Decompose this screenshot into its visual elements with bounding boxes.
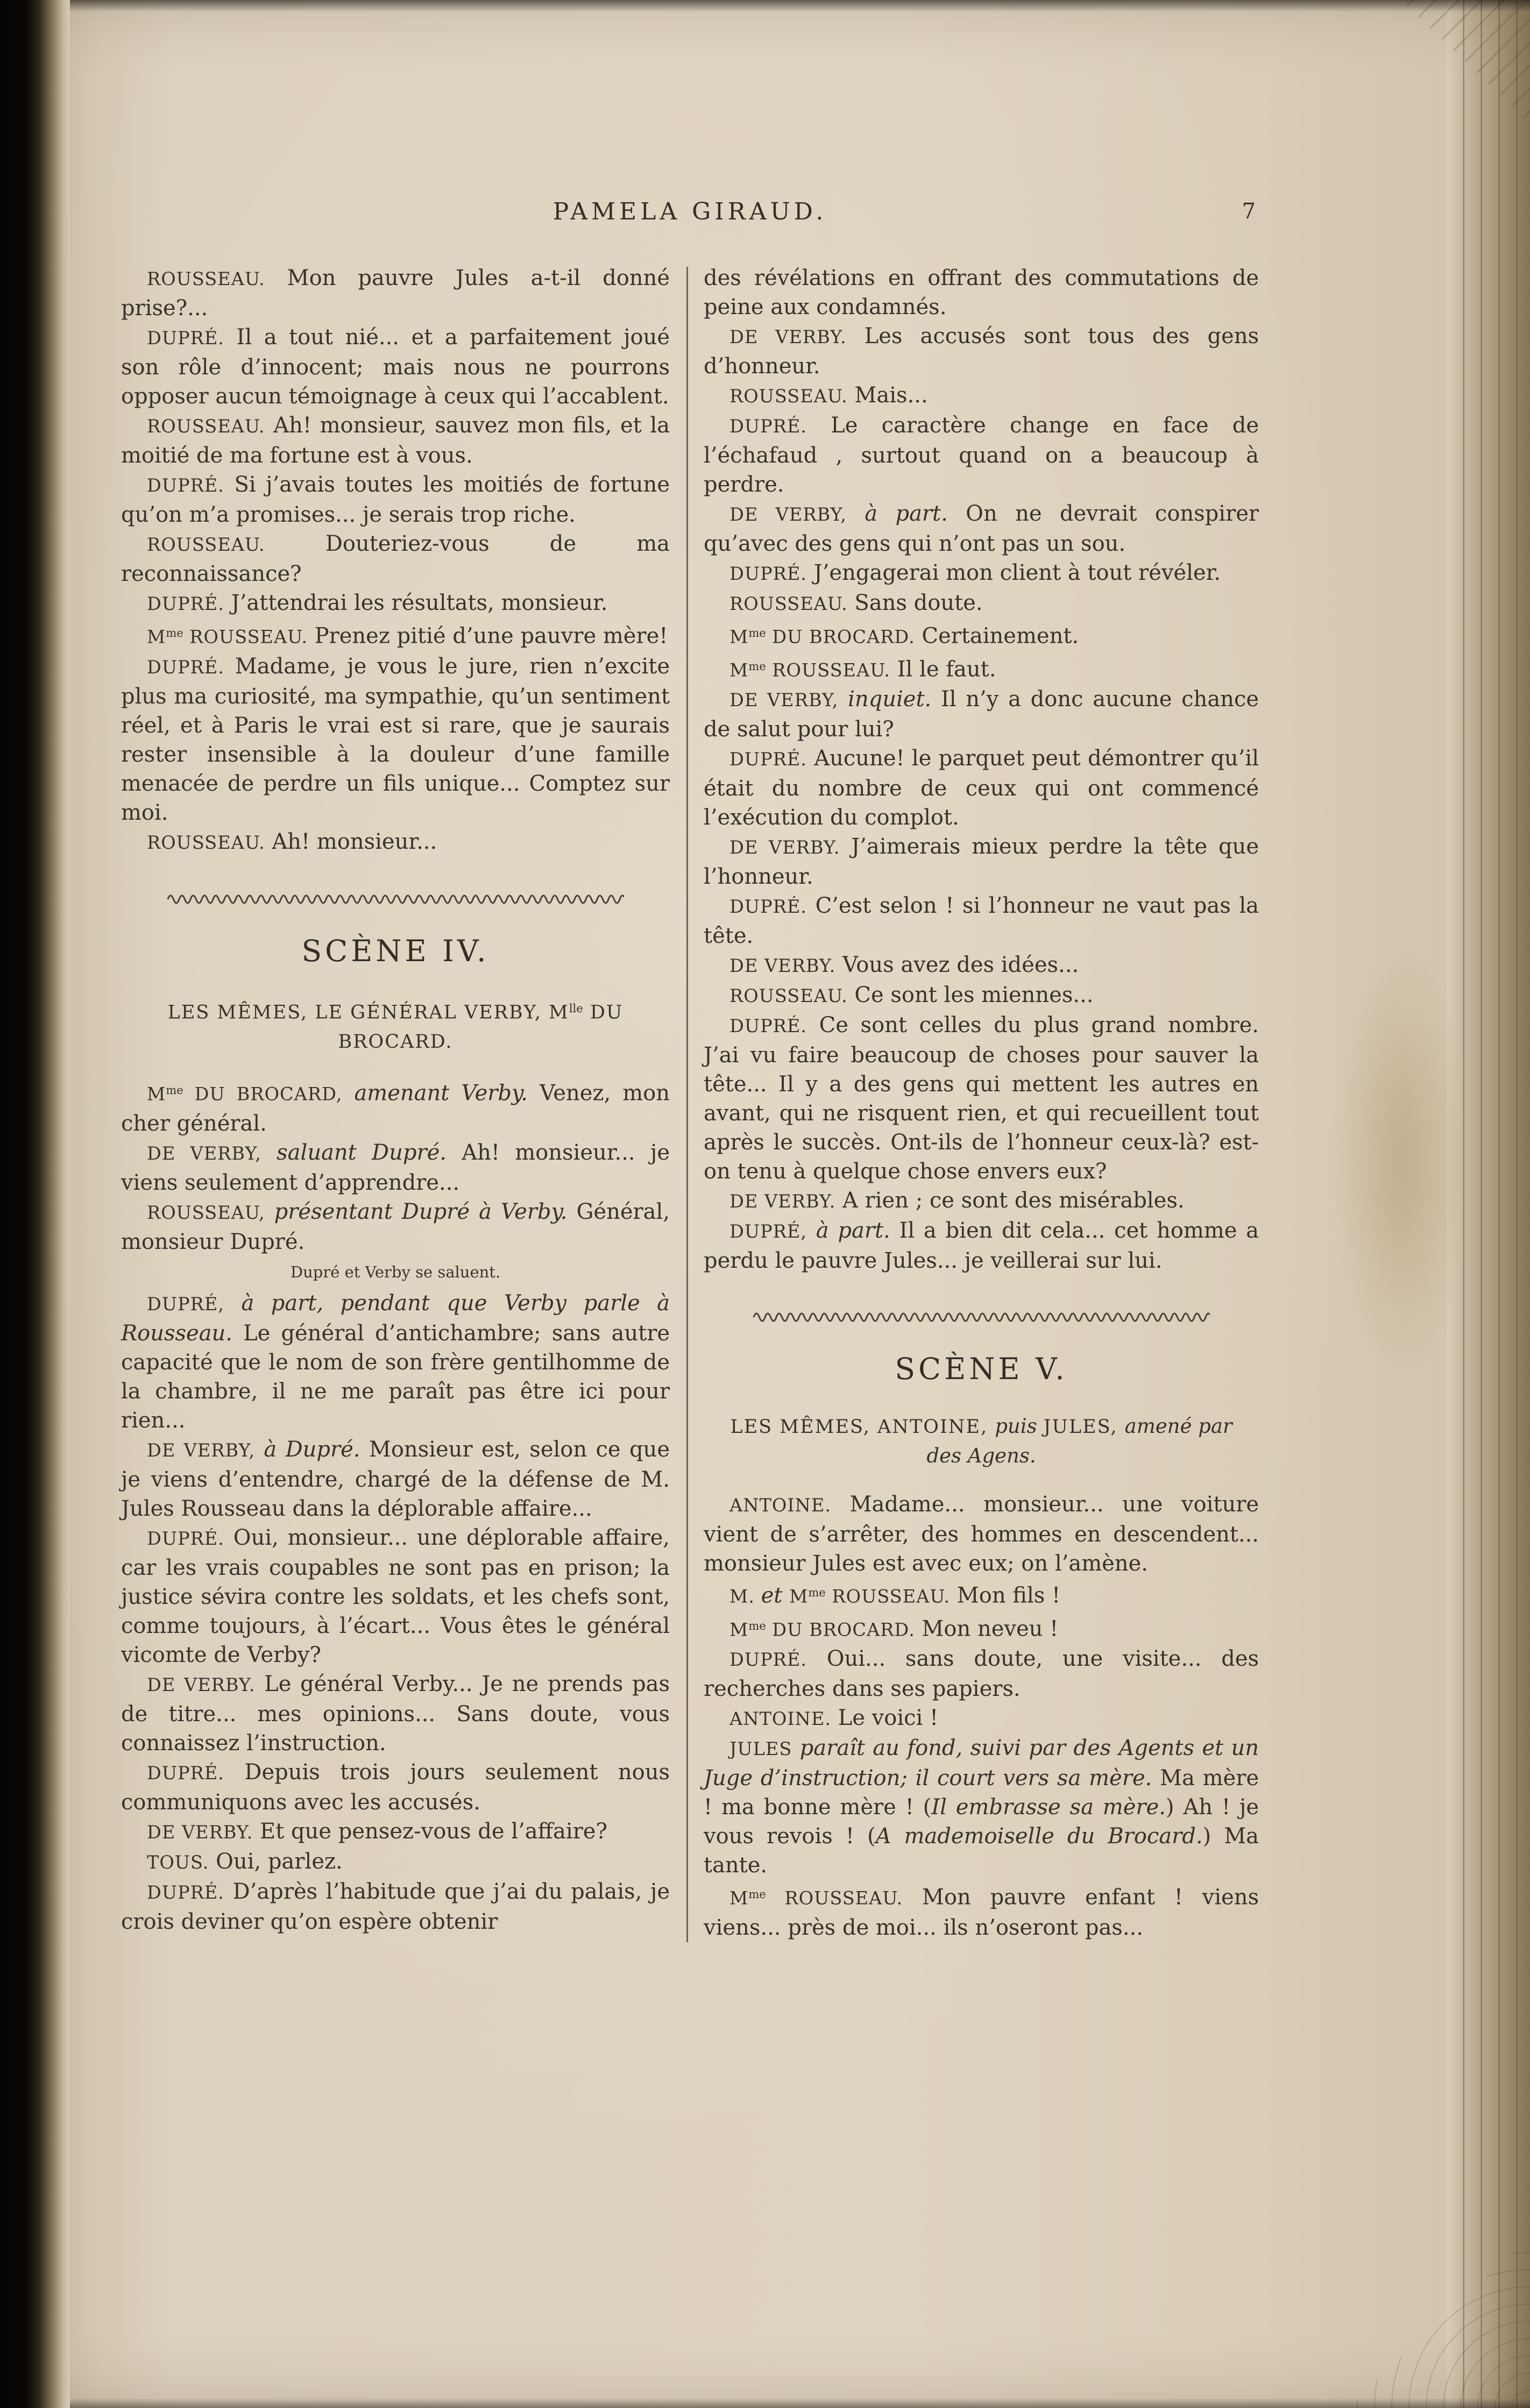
squiggle-divider — [704, 1310, 1259, 1325]
text-segment: Monsieur est, selon ce que je viens d’entendre, chargé de la défense de M. Jules Rousseau dans la déplorable affaire... — [121, 1437, 670, 1521]
text-segment: Les accusés sont tous des gens d’honneur. — [704, 324, 1259, 379]
text-segment: Le général d’antichambre; sans autre capacité que le nom de son frère gentilhomme de la chambre, il ne me paraît pas être ici pour rien... — [121, 1320, 670, 1433]
text-segment: Ma mère ! ma bonne mère ! ( — [704, 1766, 1259, 1820]
text-segment: Ce sont les miennes... — [847, 983, 1094, 1008]
dialogue-paragraph — [704, 1186, 1259, 1216]
text-segment: ROUSSEAU. — [825, 1586, 951, 1607]
text-segment: DE VERBY, — [729, 690, 839, 711]
text-segment: Prenez pitié d’une pauvre mère! — [308, 623, 668, 649]
text-segment: DUPRÉ, — [147, 1293, 224, 1315]
scene-cast — [137, 994, 654, 1057]
text-segment: DUPRÉ. — [147, 1528, 224, 1549]
text-segment: me — [748, 1619, 766, 1632]
text-segment: Venez, mon cher général. — [121, 1081, 670, 1136]
dialogue-paragraph — [121, 1817, 670, 1847]
dialogue-paragraph — [704, 264, 1259, 322]
text-segment: Général, monsieur Dupré. — [121, 1199, 670, 1254]
text-segment: ROUSSEAU. — [729, 386, 848, 407]
dialogue-paragraph — [121, 652, 670, 827]
right-column — [704, 264, 1259, 1942]
text-segment: me — [808, 1586, 826, 1600]
dialogue-paragraph — [121, 1523, 670, 1670]
text-segment: me — [748, 659, 766, 673]
dialogue-paragraph — [121, 264, 670, 323]
text-segment: DU BROCARD. — [766, 626, 915, 648]
text-segment: ) Ah ! je vous revois ! ( — [704, 1795, 1259, 1849]
scene-heading: SCÈNE IV. — [301, 933, 490, 968]
text-segment: M — [729, 1619, 749, 1640]
text-segment: DUPRÉ, — [729, 1221, 807, 1242]
dialogue-paragraph — [704, 1703, 1259, 1734]
text-segment: ROUSSEAU. — [766, 1887, 903, 1909]
book-spine-shadow — [0, 0, 70, 2408]
dialogue-paragraph — [121, 470, 670, 529]
text-segment: DUPRÉ. — [729, 749, 807, 770]
text-segment: Il a bien dit cela... cet homme a perdu le pauvre Jules... je veillerai sur lui. — [704, 1218, 1259, 1274]
text-segment: DUPRÉ. — [147, 328, 224, 349]
text-segment: ROUSSEAU. — [183, 626, 308, 648]
top-edge-shadow — [0, 0, 1530, 12]
dialogue-paragraph — [121, 588, 670, 619]
text-segment: DE VERBY, — [147, 1439, 255, 1461]
text-segment: J’attendrai les résultats, monsieur. — [224, 591, 608, 615]
text-segment: Le caractère change en face de l’échafaud , surtout quand on a beaucoup à perdre. — [704, 413, 1259, 497]
text-segment: à Dupré. — [254, 1437, 360, 1462]
text-segment: A mademoiselle du Brocard. — [875, 1824, 1203, 1849]
text-segment: M. — [729, 1586, 761, 1607]
dialogue-paragraph — [704, 558, 1259, 588]
squiggle-divider — [121, 892, 670, 907]
dialogue-paragraph — [704, 381, 1259, 411]
dialogue-paragraph — [704, 1880, 1259, 1942]
text-segment: Et que pensez-vous de l’affaire? — [253, 1819, 607, 1844]
text-segment: LES MÊMES, LE GÉNÉRAL VERBY, M — [167, 1001, 569, 1024]
text-segment: Depuis trois jours seulement nous communiquons avec les accusés. — [121, 1759, 670, 1815]
text-segment: ROUSSEAU. — [147, 534, 265, 555]
dialogue-paragraph — [121, 529, 670, 588]
text-segment: Mais... — [847, 383, 928, 408]
text-segment: Vous avez des idées... — [835, 953, 1079, 978]
text-segment: DUPRÉ. — [147, 656, 224, 678]
dialogue-paragraph — [704, 950, 1259, 981]
text-segment: DU BROCARD. — [766, 1619, 915, 1640]
text-segment: Mon pauvre enfant ! viens viens... près de moi... ils n’oseront pas... — [704, 1885, 1259, 1940]
text-segment: DUPRÉ. — [147, 1762, 224, 1784]
dialogue-paragraph — [121, 1435, 670, 1523]
dialogue-paragraph — [704, 832, 1259, 891]
text-segment: Madame... monsieur... une voiture vient de s’arrêter, des hommes en descendent... monsieur Jules est avec eux; on l’amène. — [704, 1492, 1259, 1576]
dialogue-paragraph — [121, 619, 670, 652]
text-segment: D’après l’habitude que j’ai du palais, je crois deviner qu’on espère obtenir — [121, 1879, 670, 1934]
text-segment: Ah! monsieur... — [265, 829, 437, 854]
text-segment: des révélations en offrant des commutations de peine aux condamnés. — [704, 266, 1259, 319]
text-segment: A rien ; ce sont des misérables. — [835, 1188, 1185, 1213]
text-segment: DE VERBY. — [729, 326, 847, 347]
dialogue-paragraph — [704, 1578, 1259, 1611]
dialogue-paragraph — [704, 744, 1259, 832]
text-segment: J’aimerais mieux perdre la tête que l’honneur. — [704, 834, 1259, 890]
text-segment: LES MÊMES, ANTOINE, — [730, 1416, 995, 1438]
wavy-rule-icon — [167, 892, 624, 905]
text-segment: Aucune! le parquet peut démontrer qu’il était du nombre de ceux qui ont commencé l’exécution du complot. — [704, 746, 1259, 830]
page-title: PAMELA GIRAUD. — [552, 198, 827, 225]
text-segment: ROUSSEAU. — [147, 416, 265, 437]
text-segment: DU BROCARD, — [183, 1083, 343, 1105]
text-segment: M — [729, 1887, 749, 1909]
text-segment: paraît au fond, suivi par des Agents et un Juge d’instruction; il court vers sa mère. — [704, 1736, 1259, 1791]
text-segment: me — [748, 627, 766, 640]
text-segment: ROUSSEAU. — [147, 268, 265, 289]
text-segment: ) Ma tante. — [704, 1824, 1259, 1878]
dialogue-paragraph — [704, 619, 1259, 652]
text-segment: amené par des Agens. — [926, 1415, 1232, 1468]
left-column — [121, 264, 670, 1942]
text-segment: Madame, je vous le jure, rien n’excite plus ma curiosité, ma sympathie, qu’un sentiment réel, et à Paris le vrai est si rare, que je saurais rester insensible à la douleur d’une famille menacée de perdre un fils unique... Comptez sur moi. — [121, 654, 670, 825]
text-segment: Mon fils ! — [950, 1583, 1061, 1608]
text-segment: amenant Verby. — [342, 1081, 528, 1106]
text-segment: M — [147, 626, 166, 648]
wavy-rule-icon — [753, 1310, 1210, 1323]
text-segment: Mon neveu ! — [915, 1616, 1059, 1642]
text-segment: DUPRÉ. — [147, 1881, 224, 1903]
text-segment: saluant Dupré. — [261, 1140, 447, 1165]
page-text-block — [121, 198, 1259, 1942]
text-segment: DE VERBY. — [729, 955, 836, 977]
scene-cast — [720, 1412, 1243, 1471]
text-segment: DUPRÉ. — [729, 563, 807, 584]
text-segment: me — [166, 627, 183, 640]
text-segment: et — [761, 1583, 790, 1608]
text-segment: Il embrasse sa mère. — [931, 1795, 1166, 1820]
text-segment: Ce sont celles du plus grand nombre. J’ai vu faire beaucoup de choses pour sauver la tête... Il y a des gens qui mettent les autres en avant, qui ne risquent rien, et qui recueillent tout après le succès. Ont-ils de l’honneur ceux-là? est-on tenu à quelque chose envers eux? — [704, 1013, 1259, 1184]
text-segment: DE VERBY. — [729, 837, 840, 858]
text-segment: TOUS. — [147, 1851, 209, 1873]
column-rule — [686, 267, 688, 1942]
dialogue-paragraph — [121, 1877, 670, 1936]
text-segment: M — [789, 1586, 809, 1607]
text-segment: Il a tout nié... et a parfaitement joué son rôle d’innocent; mais nous ne pourrons opposer aucun témoignage à ceux qui l’accablent. — [121, 325, 670, 409]
dialogue-paragraph — [704, 652, 1259, 685]
text-segment: ROUSSEAU. — [147, 832, 265, 853]
text-segment: On ne devrait conspirer qu’avec des gens qui n’ont pas un sou. — [704, 501, 1259, 556]
dialogue-paragraph — [704, 1216, 1259, 1275]
text-segment: lle — [569, 1001, 583, 1015]
text-segment: DUPRÉ. — [729, 416, 807, 437]
scene-heading: SCÈNE V. — [895, 1352, 1068, 1387]
dialogue-paragraph — [704, 1611, 1259, 1645]
dialogue-paragraph — [121, 1289, 670, 1435]
text-segment: Ah! monsieur... je viens seulement d’apprendre... — [121, 1140, 670, 1195]
text-segment: Douteriez-vous de ma reconnaissance? — [121, 531, 670, 586]
text-segment: JULES — [729, 1738, 792, 1760]
dialogue-paragraph — [704, 685, 1259, 744]
text-segment: présentant Dupré à Verby. — [265, 1199, 568, 1224]
text-segment: DUPRÉ. — [147, 475, 224, 496]
dialogue-paragraph — [704, 1644, 1259, 1703]
text-segment: Le général Verby... Je ne prends pas de titre... mes opinions... Sans doute, vous connaissez l’instruction. — [121, 1671, 670, 1756]
text-segment: puis — [995, 1415, 1044, 1438]
text-segment: DE VERBY. — [729, 1191, 836, 1212]
text-segment: M — [729, 626, 749, 648]
text-segment: me — [166, 1084, 183, 1097]
text-segment: me — [748, 1888, 766, 1901]
text-segment: Oui... sans doute, une visite... des recherches dans ses papiers. — [704, 1646, 1259, 1702]
dialogue-paragraph — [121, 411, 670, 470]
dialogue-paragraph — [704, 322, 1259, 381]
dialogue-paragraph — [704, 981, 1259, 1011]
dialogue-paragraph — [704, 588, 1259, 619]
text-segment: Si j’avais toutes les moitiés de fortune qu’on m’a promises... je serais trop riche. — [121, 472, 670, 527]
text-segment: ROUSSEAU. — [729, 593, 848, 614]
text-segment: à part, pendant que Verby parle à Rousseau. — [121, 1290, 670, 1346]
text-segment: DE VERBY. — [147, 1674, 256, 1695]
dialogue-paragraph — [704, 1734, 1259, 1880]
text-segment: ROUSSEAU. — [766, 659, 890, 681]
text-segment: ANTOINE. — [729, 1495, 831, 1516]
text-segment: ROUSSEAU, — [147, 1202, 265, 1223]
book-page — [32, 0, 1530, 2408]
text-segment: Le voici ! — [831, 1706, 939, 1731]
text-segment: à part. — [846, 501, 948, 526]
text-segment: DE VERBY, — [147, 1142, 261, 1164]
text-segment: DU BROCARD. — [338, 1001, 624, 1053]
dialogue-paragraph — [704, 499, 1259, 558]
page-corner-bottom — [1347, 2236, 1530, 2408]
dialogue-paragraph — [704, 891, 1259, 950]
text-segment: DUPRÉ. — [729, 1649, 807, 1671]
text-segment: C’est selon ! si l’honneur ne vaut pas la tête. — [704, 893, 1259, 949]
text-segment: DE VERBY, — [729, 504, 847, 525]
dialogue-paragraph — [704, 411, 1259, 499]
text-segment: ANTOINE. — [729, 1708, 831, 1730]
paper-stain — [1331, 941, 1471, 1382]
dialogue-paragraph — [121, 1138, 670, 1197]
text-segment: ROUSSEAU. — [729, 985, 848, 1007]
text-segment: M — [729, 659, 749, 681]
dialogue-paragraph — [121, 1847, 670, 1877]
running-header — [121, 198, 1259, 237]
dialogue-paragraph — [121, 827, 670, 857]
dialogue-paragraph — [704, 1490, 1259, 1578]
dialogue-paragraph — [121, 1670, 670, 1758]
dialogue-paragraph — [121, 323, 670, 411]
dialogue-paragraph — [704, 1011, 1259, 1186]
text-segment: JULES, — [1043, 1416, 1125, 1438]
stage-direction: Dupré et Verby se saluent. — [290, 1262, 501, 1281]
text-segment: inquiet. — [838, 687, 932, 712]
text-segment: Ah! monsieur, sauvez mon fils, et la moitié de ma fortune est à vous. — [121, 413, 670, 468]
text-segment: DE VERBY. — [147, 1821, 253, 1843]
text-segment: DUPRÉ. — [729, 1015, 807, 1037]
bottom-edge-shadow — [0, 2398, 1530, 2408]
text-segment: Sans doute. — [847, 591, 983, 615]
dialogue-paragraph — [121, 1758, 670, 1817]
text-segment: DUPRÉ. — [147, 593, 224, 614]
dialogue-paragraph — [121, 1197, 670, 1256]
text-segment: à part. — [806, 1218, 890, 1244]
text-segment: Mon pauvre Jules a-t-il donné prise?... — [121, 266, 670, 321]
text-segment: Il le faut. — [890, 657, 996, 682]
text-segment: J’engagerai mon client à tout révéler. — [806, 560, 1221, 585]
text-segment: Oui, monsieur... une déplorable affaire, car les vrais coupables ne sont pas en prison; la justice sévira contre les soldats, et les chefs sont, comme toujours, à l’écart... Vous êtes le général vicomte de Verby? — [121, 1525, 670, 1667]
text-segment: Certainement. — [915, 623, 1079, 649]
text-segment: Il n’y a donc aucune chance de salut pour lui? — [704, 687, 1259, 742]
text-columns — [121, 264, 1259, 1942]
text-segment: DUPRÉ. — [729, 896, 807, 918]
text-segment: M — [147, 1083, 166, 1105]
text-segment: Oui, parlez. — [209, 1849, 343, 1874]
page-number: 7 — [1242, 199, 1256, 224]
dialogue-paragraph — [121, 1076, 670, 1138]
